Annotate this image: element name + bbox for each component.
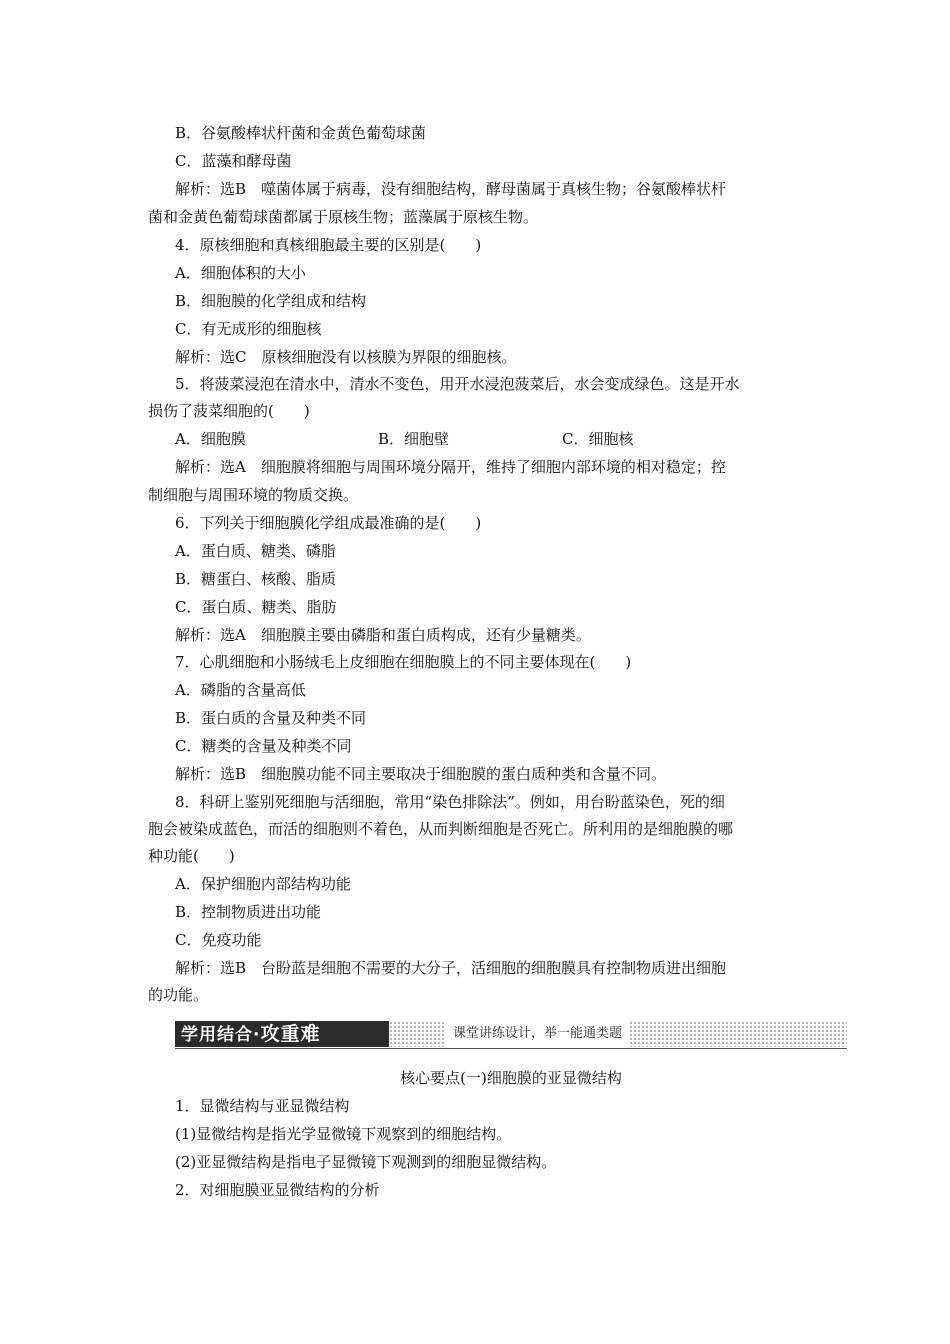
question-7: 7．心肌细胞和小肠绒毛上皮细胞在细胞膜上的不同主要体现在( ) (175, 653, 632, 671)
option-a-q7: A．磷脂的含量高低 (175, 681, 306, 699)
option-b-q4: B．细胞膜的化学组成和结构 (175, 292, 367, 310)
point-1-sub2: (2)亚显微结构是指电子显微镜下观测到的细胞显微结构。 (175, 1153, 557, 1171)
option-b-q3: B．谷氨酸棒状杆菌和金黄色葡萄球菌 (175, 124, 427, 142)
option-c-q8: C．免疫功能 (175, 931, 262, 949)
option-c-q6: C．蛋白质、糖类、脂肪 (175, 598, 337, 616)
answer-q8-line2: 的功能。 (148, 986, 209, 1004)
option-c-q4: C．有无成形的细胞核 (175, 320, 322, 338)
question-6: 6．下列关于细胞膜化学组成最准确的是( ) (175, 514, 482, 532)
answer-q7: 解析：选B 细胞膜功能不同主要取决于细胞膜的蛋白质种类和含量不同。 (175, 765, 667, 783)
banner-title-b: 攻重难 (260, 1023, 321, 1045)
banner-subtitle: 课堂讲练设计，举一能通类题 (445, 1021, 630, 1047)
option-a-q5: A．细胞膜 (175, 430, 246, 448)
option-b-q8: B．控制物质进出功能 (175, 903, 322, 921)
option-b-q7: B．蛋白质的含量及种类不同 (175, 709, 367, 727)
option-c-q5: C．细胞核 (562, 430, 634, 448)
answer-q8-line1: 解析：选B 台盼蓝是细胞不需要的大分子，活细胞的细胞膜具有控制物质进出细胞 (175, 959, 727, 977)
option-b-q6: B．糖蛋白、核酸、脂质 (175, 570, 337, 588)
answer-q4: 解析：选C 原核细胞没有以核膜为界限的细胞核。 (175, 348, 517, 366)
question-8-line1: 8．科研上鉴别死细胞与活细胞，常用“染色排除法”。例如，用台盼蓝染色，死的细 (175, 793, 725, 811)
option-b-q5: B．细胞壁 (378, 430, 450, 448)
point-2: 2．对细胞膜亚显微结构的分析 (175, 1181, 380, 1199)
banner-dotted-bar (389, 1021, 847, 1047)
section-title: 核心要点(一)细胞膜的亚显微结构 (400, 1069, 622, 1087)
banner-title (175, 1021, 389, 1047)
question-4: 4．原核细胞和真核细胞最主要的区别是( ) (175, 236, 482, 254)
option-a-q8: A．保护细胞内部结构功能 (175, 875, 351, 893)
answer-q3-line1: 解析：选B 噬菌体属于病毒，没有细胞结构，酵母菌属于真核生物；谷氨酸棒状杆 (175, 180, 727, 198)
option-a-q6: A．蛋白质、糖类、磷脂 (175, 542, 336, 560)
banner-rule (175, 1048, 847, 1049)
question-5-line2: 损伤了菠菜细胞的( ) (148, 402, 310, 420)
point-1: 1．显微结构与亚显微结构 (175, 1097, 350, 1115)
answer-q6: 解析：选A 细胞膜主要由磷脂和蛋白质构成，还有少量糖类。 (175, 626, 591, 644)
question-5-line1: 5．将菠菜浸泡在清水中，清水不变色，用开水浸泡菠菜后，水会变成绿色。这是开水 (175, 375, 740, 393)
section-banner (175, 1021, 847, 1049)
answer-q3-line2: 菌和金黄色葡萄球菌都属于原核生物；蓝藻属于原核生物。 (148, 208, 539, 226)
option-c-q7: C．糖类的含量及种类不同 (175, 737, 352, 755)
question-8-line3: 种功能( ) (148, 847, 235, 865)
answer-q5-line1: 解析：选A 细胞膜将细胞与周围环境分隔开，维持了细胞内部环境的相对稳定；控 (175, 458, 726, 476)
point-1-sub1: (1)显微结构是指光学显微镜下观察到的细胞结构。 (175, 1125, 512, 1143)
banner-title-a: 学用结合· (181, 1025, 261, 1045)
option-c-q3: C．蓝藻和酵母菌 (175, 152, 292, 170)
option-a-q4: A．细胞体积的大小 (175, 264, 306, 282)
question-8-line2: 胞会被染成蓝色，而活的细胞则不着色，从而判断细胞是否死亡。所利用的是细胞膜的哪 (148, 820, 734, 838)
answer-q5-line2: 制细胞与周围环境的物质交换。 (148, 486, 359, 504)
